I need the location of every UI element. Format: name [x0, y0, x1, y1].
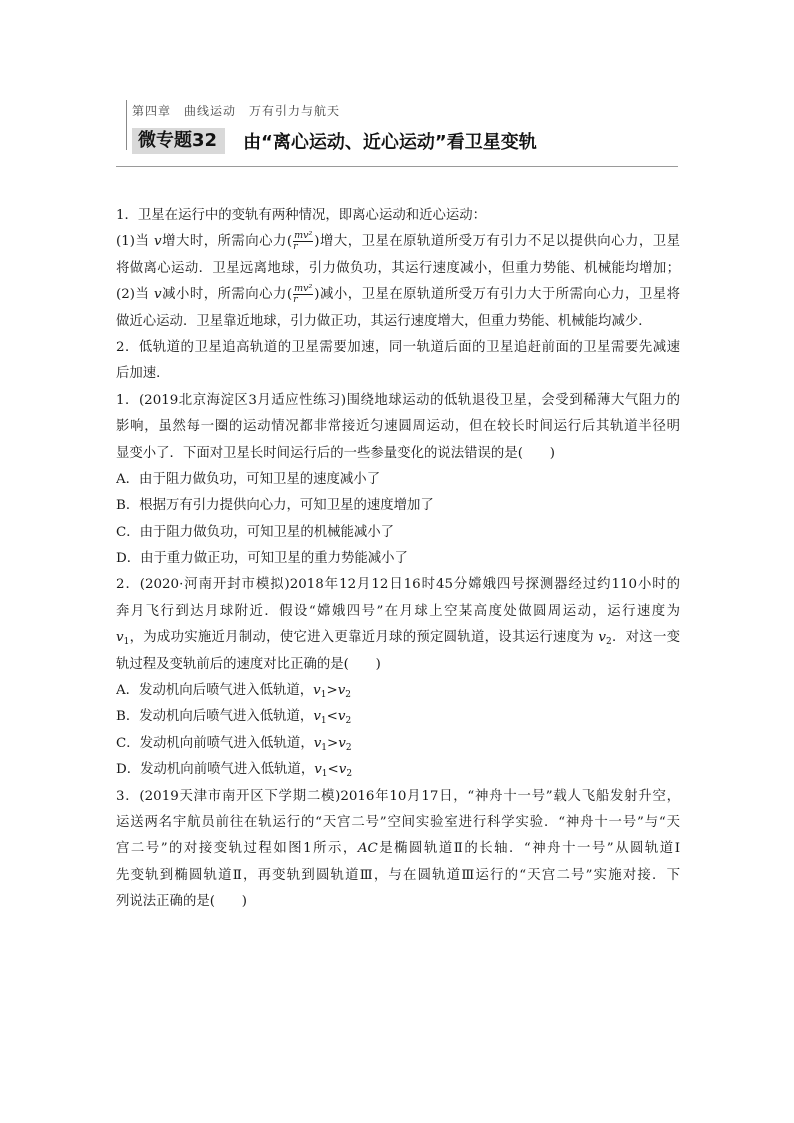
topic-badge: 微专题32 — [132, 128, 225, 154]
question-1-option-d: D．由于重力做正功，可知卫星的重力势能减小了 — [116, 551, 408, 567]
question-2-stem: $v_1$，为成功实施近月制动，使它进入更靠近月球的预定圆轨道，设其运行速度为 $v_2$．对这一变 — [116, 630, 680, 648]
question-3-stem: 列说法正确的是( ) — [116, 894, 247, 910]
question-1-stem: 影响，虽然每一圈的运动情况都非常接近匀速圆周运动，但在较长时间运行后其轨道半径明 — [116, 419, 680, 435]
question-1-option-b: B．根据万有引力提供向心力，可知卫星的速度增加了 — [116, 498, 434, 514]
question-2-option-c: C．发动机向前喷气进入低轨道，$v_1>v_2$ — [116, 735, 352, 753]
question-3-stem: 先变轨到椭圆轨道Ⅱ，再变轨到圆轨道Ⅲ，与在圆轨道Ⅲ运行的“天宫二号”实施对接．下 — [116, 867, 680, 883]
question-3-stem: 运送两名宇航员前往在轨运行的“天宫二号”空间实验室进行科学实验．“神舟十一号”与“天 — [116, 814, 680, 830]
question-2-option-a: A．发动机向后喷气进入低轨道，$v_1>v_2$ — [116, 683, 351, 701]
question-1-option-a: A．由于阻力做负功，可知卫星的速度减小了 — [116, 471, 381, 487]
intro-line: (1)当 v增大时，所需向心力( $\frac{\text{mv²}}{r}$ )增大，卫星在原轨道所受万有引力不足以提供向心力，卫星 — [116, 230, 680, 253]
question-2-option-b: B．发动机向后喷气进入低轨道，$v_1<v_2$ — [116, 709, 352, 727]
document-body — [116, 203, 680, 916]
question-1-stem: 显变小了．下面对卫星长时间运行后的一些参量变化的说法错误的是( ) — [116, 445, 555, 461]
question-2-option-d: D．发动机向前喷气进入低轨道，$v_1<v_2$ — [116, 762, 353, 780]
question-1-option-c: C．由于阻力做负功，可知卫星的机械能减小了 — [116, 524, 395, 540]
intro-line: 将做离心运动．卫星远离地球，引力做负功，其运行速度减小，但重力势能、机械能均增加； — [116, 260, 680, 276]
header-divider — [126, 100, 127, 150]
intro-line: 2．低轨道的卫星追高轨道的卫星需要加速，同一轨道后面的卫星追赶前面的卫星需要先减速 — [116, 339, 680, 355]
header-rule — [116, 166, 678, 167]
intro-line: 后加速． — [116, 366, 170, 382]
question-2-stem: 轨过程及变轨前后的速度对比正确的是( ) — [116, 656, 381, 672]
intro-line: (2)当 v减小时，所需向心力( $\frac{\text{mv²}}{r}$ )减小，卫星在原轨道所受万有引力大于所需向心力，卫星将 — [116, 283, 680, 306]
page-title: 由“离心运动、近心运动”看卫星变轨 — [243, 132, 537, 153]
question-3-stem: 3．(2019天津市南开区下学期二模)2016年10月17日，“神舟十一号”载人飞船发射升空， — [116, 788, 680, 804]
question-1-stem: 1．(2019北京海淀区3月适应性练习)围绕地球运动的低轨退役卫星，会受到稀薄大气阻力的 — [116, 392, 680, 408]
fraction-mv2-over-r: $\frac{\text{mv²}}{r}$ — [293, 283, 313, 306]
question-2-stem: 奔月飞行到达月球附近．假设“嫦娥四号”在月球上空某高度处做圆周运动，运行速度为 — [116, 603, 680, 619]
intro-line: 1．卫星在运行中的变轨有两种情况，即离心运动和近心运动： — [116, 208, 487, 223]
fraction-mv2-over-r: $\frac{\text{mv²}}{r}$ — [293, 230, 313, 253]
question-2-stem: 2．(2020·河南开封市模拟)2018年12月12日16时45分嫦娥四号探测器经过约110小时的 — [116, 577, 680, 593]
question-3-stem: 宫二号”的对接变轨过程如图1所示，AC是椭圆轨道Ⅱ的长轴．“神舟十一号”从圆轨道Ⅰ — [116, 841, 680, 857]
chapter-label: 第四章 曲线运动 万有引力与航天 — [132, 104, 341, 118]
intro-line: 做近心运动．卫星靠近地球，引力做正功，其运行速度增大，但重力势能、机械能均减少． — [116, 313, 652, 329]
title-row — [132, 128, 537, 154]
